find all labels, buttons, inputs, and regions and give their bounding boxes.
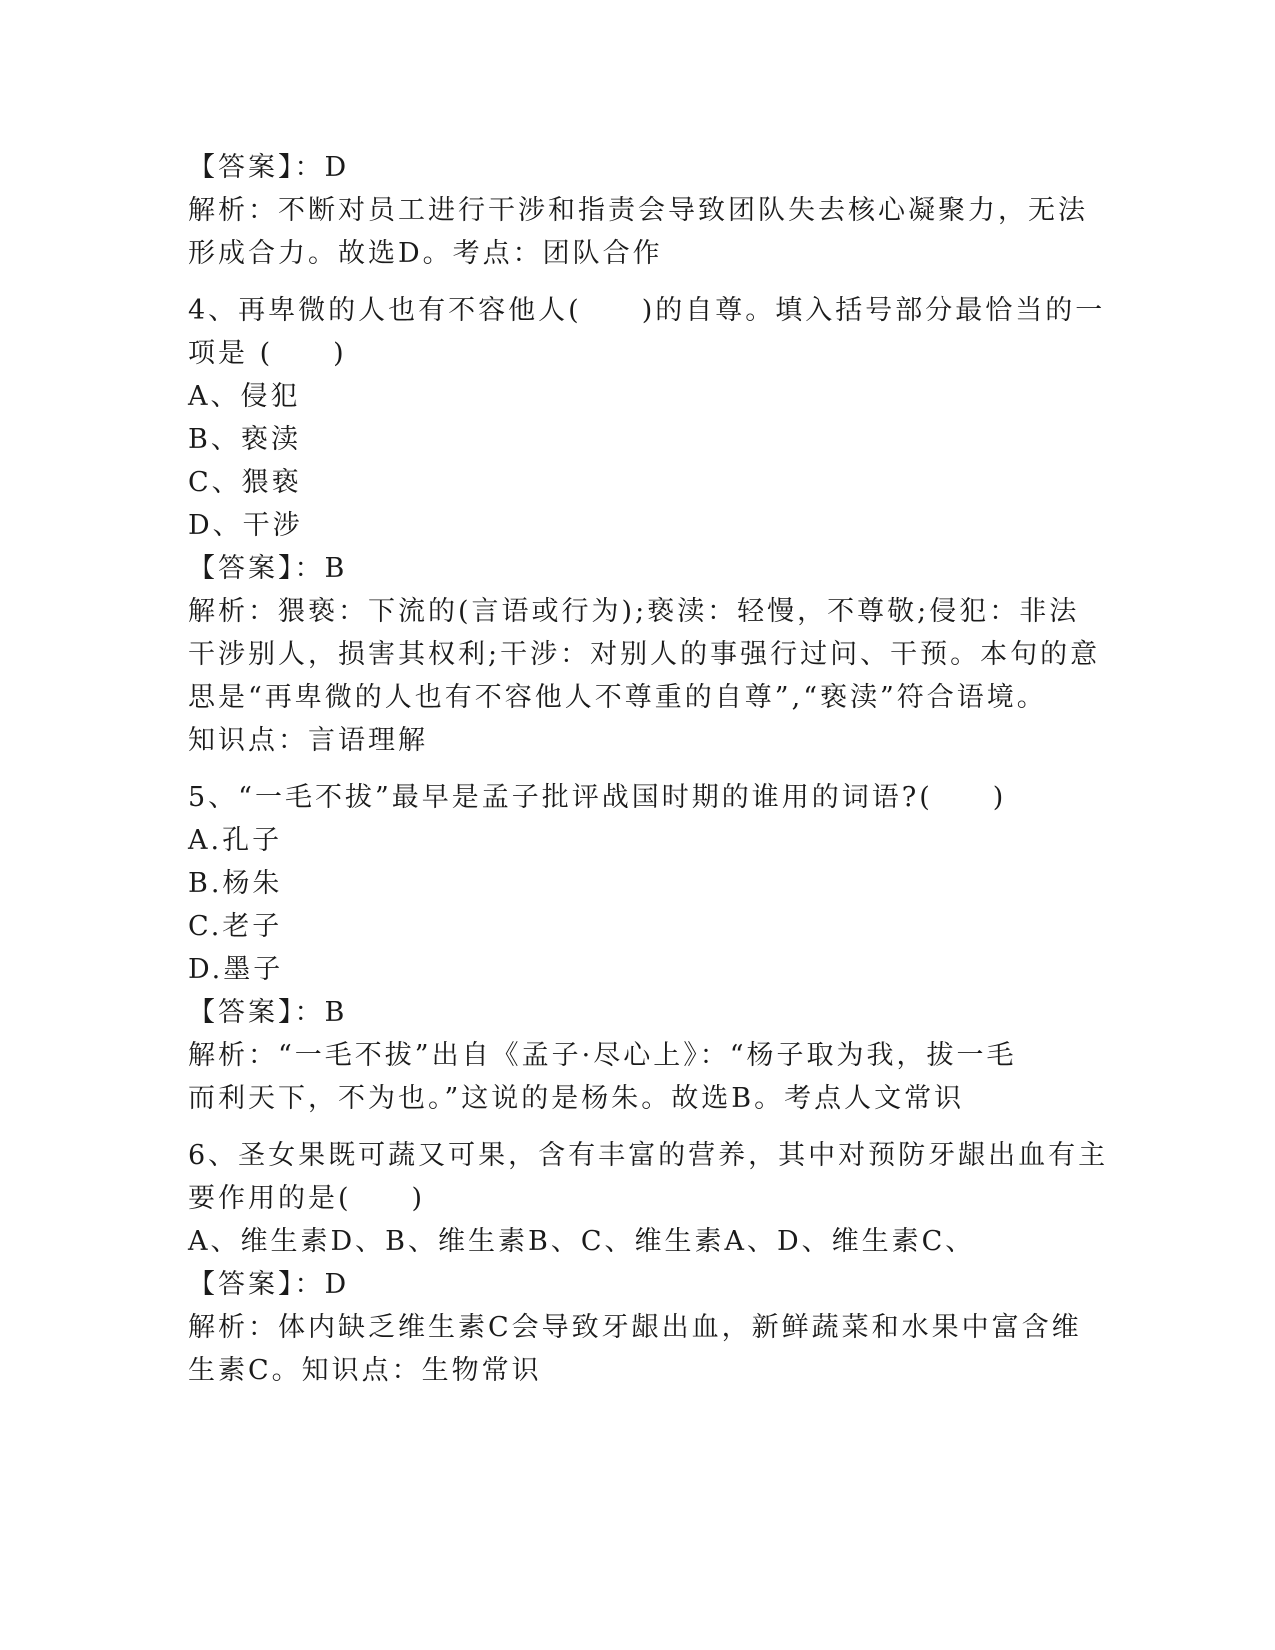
explanation-line: 解析：体内缺乏维生素C会导致牙龈出血，新鲜蔬菜和水果中富含维 (188, 1312, 1082, 1343)
option-d: D.墨子 (188, 954, 284, 985)
answer-block-q3 (188, 146, 1088, 275)
answer-line: 【答案】：D (188, 152, 350, 183)
option-d: D、干涉 (188, 510, 303, 541)
answer-line: 【答案】：D (188, 1269, 350, 1300)
question-block-5 (188, 776, 1088, 1120)
explanation-line: 解析：猥亵：下流的(言语或行为);亵渎：轻慢，不尊敬;侵犯：非法 (188, 596, 1080, 627)
option-b: B.杨朱 (188, 868, 283, 899)
question-text: 要作用的是( ) (188, 1183, 426, 1214)
explanation-line: 思是“再卑微的人也有不容他人不尊重的自尊”,“亵渎”符合语境。 (188, 682, 1047, 713)
explanation-line: 解析：“一毛不拔”出自《孟子·尽心上》：“杨子取为我，拔一毛 (188, 1040, 1017, 1071)
option-c: C.老子 (188, 911, 283, 942)
question-text: 项是 ( ) (188, 338, 347, 369)
explanation-line: 知识点：言语理解 (188, 725, 428, 756)
question-text: 6、圣女果既可蔬又可果，含有丰富的营养，其中对预防牙龈出血有主 (188, 1140, 1109, 1171)
question-block-4 (188, 289, 1106, 762)
explanation-line: 生素C。知识点：生物常识 (188, 1355, 542, 1386)
option-c: C、猥亵 (188, 467, 302, 498)
question-text: 5、“一毛不拔”最早是孟子批评战国时期的谁用的词语?( ) (188, 782, 1007, 813)
explanation-line: 干涉别人，损害其权利;干涉：对别人的事强行过问、干预。本句的意 (188, 639, 1101, 670)
option-b: B、亵渎 (188, 424, 301, 455)
answer-line: 【答案】：B (188, 997, 348, 1028)
question-block-6 (188, 1134, 1109, 1392)
document-page (188, 146, 1109, 1392)
explanation-line: 解析：不断对员工进行干涉和指责会导致团队失去核心凝聚力，无法 (188, 195, 1088, 226)
explanation-line: 而利天下，不为也。”这说的是杨朱。故选B。考点人文常识 (188, 1083, 965, 1114)
options-line: A、维生素D、B、维生素B、C、维生素A、D、维生素C、 (188, 1226, 976, 1257)
explanation-line: 形成合力。故选D。考点：团队合作 (188, 238, 663, 269)
answer-line: 【答案】：B (188, 553, 348, 584)
option-a: A、侵犯 (188, 381, 301, 412)
option-a: A.孔子 (188, 825, 283, 856)
question-text: 4、再卑微的人也有不容他人( )的自尊。填入括号部分最恰当的一 (188, 295, 1106, 326)
